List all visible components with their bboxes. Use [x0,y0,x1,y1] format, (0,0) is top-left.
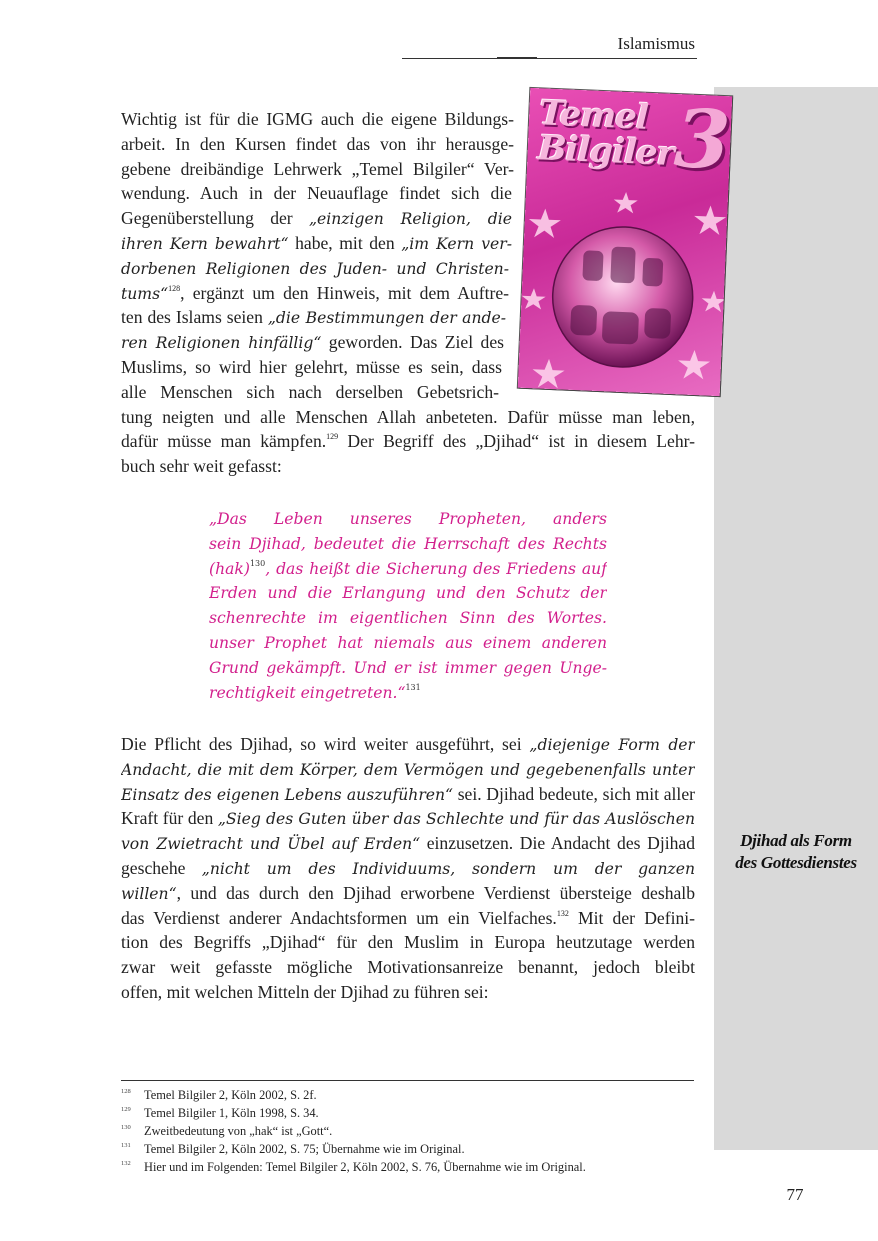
text-line [121,757,695,782]
text-line [121,107,514,132]
text-line [121,405,695,430]
text-line [121,206,512,231]
text-line [121,906,695,931]
footnote-number: 130 [121,1124,131,1131]
footnote-number: 132 [121,1160,131,1167]
italic-text: dorbenen Religionen des Juden- und Christen- [121,259,509,278]
text-line [121,732,695,757]
running-head: Islamismus [617,34,695,53]
italic-text: „nicht um des Individuums, sondern um der ganzen [201,859,695,878]
quote-text: „Das Leben unseres Propheten, anders [209,510,607,528]
footnote-ref[interactable]: 131 [405,682,421,692]
text: Gegenüberstellung der [121,208,309,229]
text: habe, mit den [288,232,402,253]
text-line [121,856,695,881]
text: offen, mit welchen Mitteln der Djihad zu führen sei: [121,981,489,1002]
text: Mit der Defini- [568,907,695,928]
quote-line [209,606,607,631]
text-line [121,355,502,380]
margin-note-line-2: des Gottesdienstes [735,853,857,872]
footnote-number: 129 [121,1106,131,1113]
italic-text: ihren Kern bewahrt“ [121,234,289,253]
quote-line [209,532,607,557]
text-line [121,955,695,980]
italic-text: „einzigen Religion, die [308,210,512,229]
footnote [121,1140,701,1158]
italic-text: ren Religionen hinfällig“ [121,334,322,353]
text: Die Pflicht des Djihad, so wird weiter ausgeführt, sei [121,734,530,754]
text: buch sehr weit gefasst: [121,456,282,477]
text-line [121,305,506,330]
italic-text: „diejenige Form der [529,736,695,754]
text: tung neigten und alle Menschen Allah anbeteten. Dafür müsse man leben, [121,406,695,427]
quote-line [209,557,607,582]
italic-text: Andacht, die mit dem Körper, dem Vermögen und gegebenenfalls unter [121,760,695,779]
text: Der Begriff des „Djihad“ ist in diesem Lehr- [338,431,695,452]
footnote-text: Hier und im Folgenden: Temel Bilgiler 2, Köln 2002, S. 76, Übernahme wie im Original. [144,1160,586,1174]
text-line [121,281,509,306]
paragraph-2 [121,732,695,1005]
text: gebene dreibändige Lehrwerk „Temel Bilgiler“ Ver- [121,158,514,179]
quote-text: , das heißt die Sicherung des Friedens auf [265,559,607,578]
footnote [121,1104,701,1122]
quote-line [209,681,607,706]
text: geschehe [121,857,202,878]
italic-text: „die Bestimmungen der ande- [267,309,506,328]
footnote-ref[interactable]: 130 [249,558,266,568]
quote-line [209,581,607,606]
text: sei. Djihad bedeute, sich mit aller [453,783,695,804]
quote-line [209,507,607,532]
text: geworden. Das Ziel des [321,332,504,353]
quote-line [209,631,607,656]
text: einzusetzen. Die Andacht des Djihad [420,833,695,854]
text-line [121,380,499,405]
text: Kraft für den [121,808,218,829]
quote-text: unser Prophet hat niemals aus einem anderen [209,633,607,652]
text-line [121,132,514,157]
text-line [121,782,695,807]
text: ten des Islams seien [121,307,268,328]
italic-text: “ [160,284,169,303]
paragraph-1 [121,107,695,479]
text-line [121,980,695,1005]
italic-text: von Zwietracht und Übel auf Erden“ [121,835,421,854]
text: wendung. Auch in der Neuauflage findet sich die [121,183,512,204]
quote-text: Erden und die Erlangung und den Schutz der [209,584,607,603]
footnote [121,1158,701,1176]
text: , und das durch den Djihad erworbene Verdienst übersteige deshalb [176,882,695,903]
text: , ergänzt um den Hinweis, mit dem Auftre- [180,282,509,303]
footnote-text: Temel Bilgiler 2, Köln 2002, S. 2f. [144,1088,317,1102]
italic-text: tums [121,284,161,303]
text: zwar weit gefasste mögliche Motivationsanreize benannt, jedoch bleibt [121,957,695,978]
footnote-ref[interactable]: 132 [556,908,569,918]
footnote-ref[interactable]: 129 [326,432,339,442]
text-line [121,330,504,355]
italic-text: willen“ [121,884,177,903]
text: Muslims, so wird hier gelehrt, müsse es sein, dass [121,356,502,377]
footnote [121,1086,701,1104]
text-line [121,256,509,281]
block-quote [209,507,607,705]
quote-text: schenrechte im eigentlichen Sinn des Wortes. [209,609,607,628]
header-rule-accent [497,57,537,59]
footnote-number: 131 [121,1142,131,1149]
footnote-number: 128 [121,1088,131,1095]
text-line [121,930,695,955]
italic-text: „Sieg des Guten über das Schlechte und für das Auslöschen [217,810,695,829]
text-line [121,831,695,856]
footnote-text: Temel Bilgiler 2, Köln 2002, S. 75; Übernahme wie im Original. [144,1142,465,1156]
quote-text: (hak) [209,559,250,578]
text-line [121,181,512,206]
text-line [121,231,512,256]
text: dafür müsse man kämpfen. [121,431,327,452]
text: tion des Begriffs „Djihad“ für den Muslim in Europa heutzutage werden [121,932,695,953]
quote-text: rechtigkeit eingetreten.“ [209,683,406,702]
text: alle Menschen sich nach derselben Gebetsrich- [121,381,499,402]
cover-title-line-1: Temel [538,93,649,138]
text-line [121,881,695,906]
quote-text: sein Djihad, bedeutet die Herrschaft des Rechts [209,534,607,553]
quote-text: Grund gekämpft. Und er ist immer gegen Unge- [209,658,607,677]
footnote-text: Temel Bilgiler 1, Köln 1998, S. 34. [144,1106,319,1120]
italic-text: „im Kern ver- [401,234,512,253]
footnote-text: Zweitbedeutung von „hak“ ist „Gott“. [144,1124,333,1138]
margin-note-line-1: Djihad als Form [740,831,852,850]
footnote-rule [121,1080,694,1081]
text-line [121,806,695,831]
margin-sidebar [714,87,878,1150]
text: arbeit. In den Kursen findet das von ihr herausge- [121,133,514,154]
text: Wichtig ist für die IGMG auch die eigene Bildungs- [121,109,514,129]
margin-note [714,830,878,874]
footnotes [121,1086,701,1176]
text-line [121,157,514,182]
italic-text: Einsatz des eigenen Lebens auszuführen“ [121,785,454,804]
cover-number: 3 [672,91,732,188]
text: das Verdienst anderer Andachtsformen um ein Vielfaches. [121,907,557,928]
text-line [121,454,695,479]
quote-line [209,656,607,681]
footnote [121,1122,701,1140]
footnote-ref[interactable]: 128 [168,283,181,293]
cover-title-line-2: Bilgiler [537,128,675,174]
text-line [121,429,695,454]
header-rule [402,58,697,59]
page-number: 77 [786,1185,804,1204]
